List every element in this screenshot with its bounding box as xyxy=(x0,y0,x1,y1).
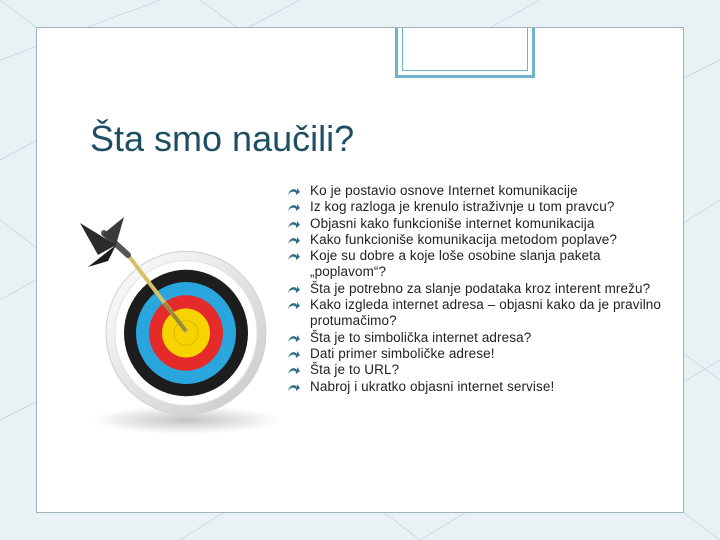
list-item: Šta je potrebno za slanje podataka kroz interent mrežu? xyxy=(287,281,667,297)
arrow-bullet-icon xyxy=(287,365,301,376)
arrow-bullet-icon xyxy=(287,349,301,360)
arrow-bullet-icon xyxy=(287,251,301,262)
slide-title: Šta smo naučili? xyxy=(90,118,355,159)
list-item: Ko je postavio osnove Internet komunikacije xyxy=(287,183,667,199)
arrow-bullet-icon xyxy=(287,284,301,295)
list-item: Iz kog razloga je krenulo istraživnje u tom pravcu? xyxy=(287,199,667,215)
arrow-bullet-icon xyxy=(287,202,301,213)
list-item: Šta je to URL? xyxy=(287,362,667,378)
list-item: Koje su dobre a koje loše osobine slanja paketa „poplavom“? xyxy=(287,248,667,281)
accent-tab xyxy=(395,28,535,78)
dartboard-target-icon xyxy=(58,215,298,445)
list-item: Kako funkcioniše komunikacija metodom poplave? xyxy=(287,232,667,248)
list-item: Objasni kako funkcioniše internet komunikacija xyxy=(287,216,667,232)
bullet-list xyxy=(287,183,667,395)
arrow-bullet-icon xyxy=(287,382,301,393)
arrow-bullet-icon xyxy=(287,235,301,246)
list-item: Nabroj i ukratko objasni internet servise! xyxy=(287,379,667,395)
list-item: Šta je to simbolička internet adresa? xyxy=(287,330,667,346)
list-item: Kako izgleda internet adresa – objasni kako da je pravilno protumačimo? xyxy=(287,297,667,330)
arrow-bullet-icon xyxy=(287,219,301,230)
arrow-bullet-icon xyxy=(287,300,301,311)
arrow-bullet-icon xyxy=(287,186,301,197)
list-item: Dati primer simboličke adrese! xyxy=(287,346,667,362)
arrow-bullet-icon xyxy=(287,333,301,344)
